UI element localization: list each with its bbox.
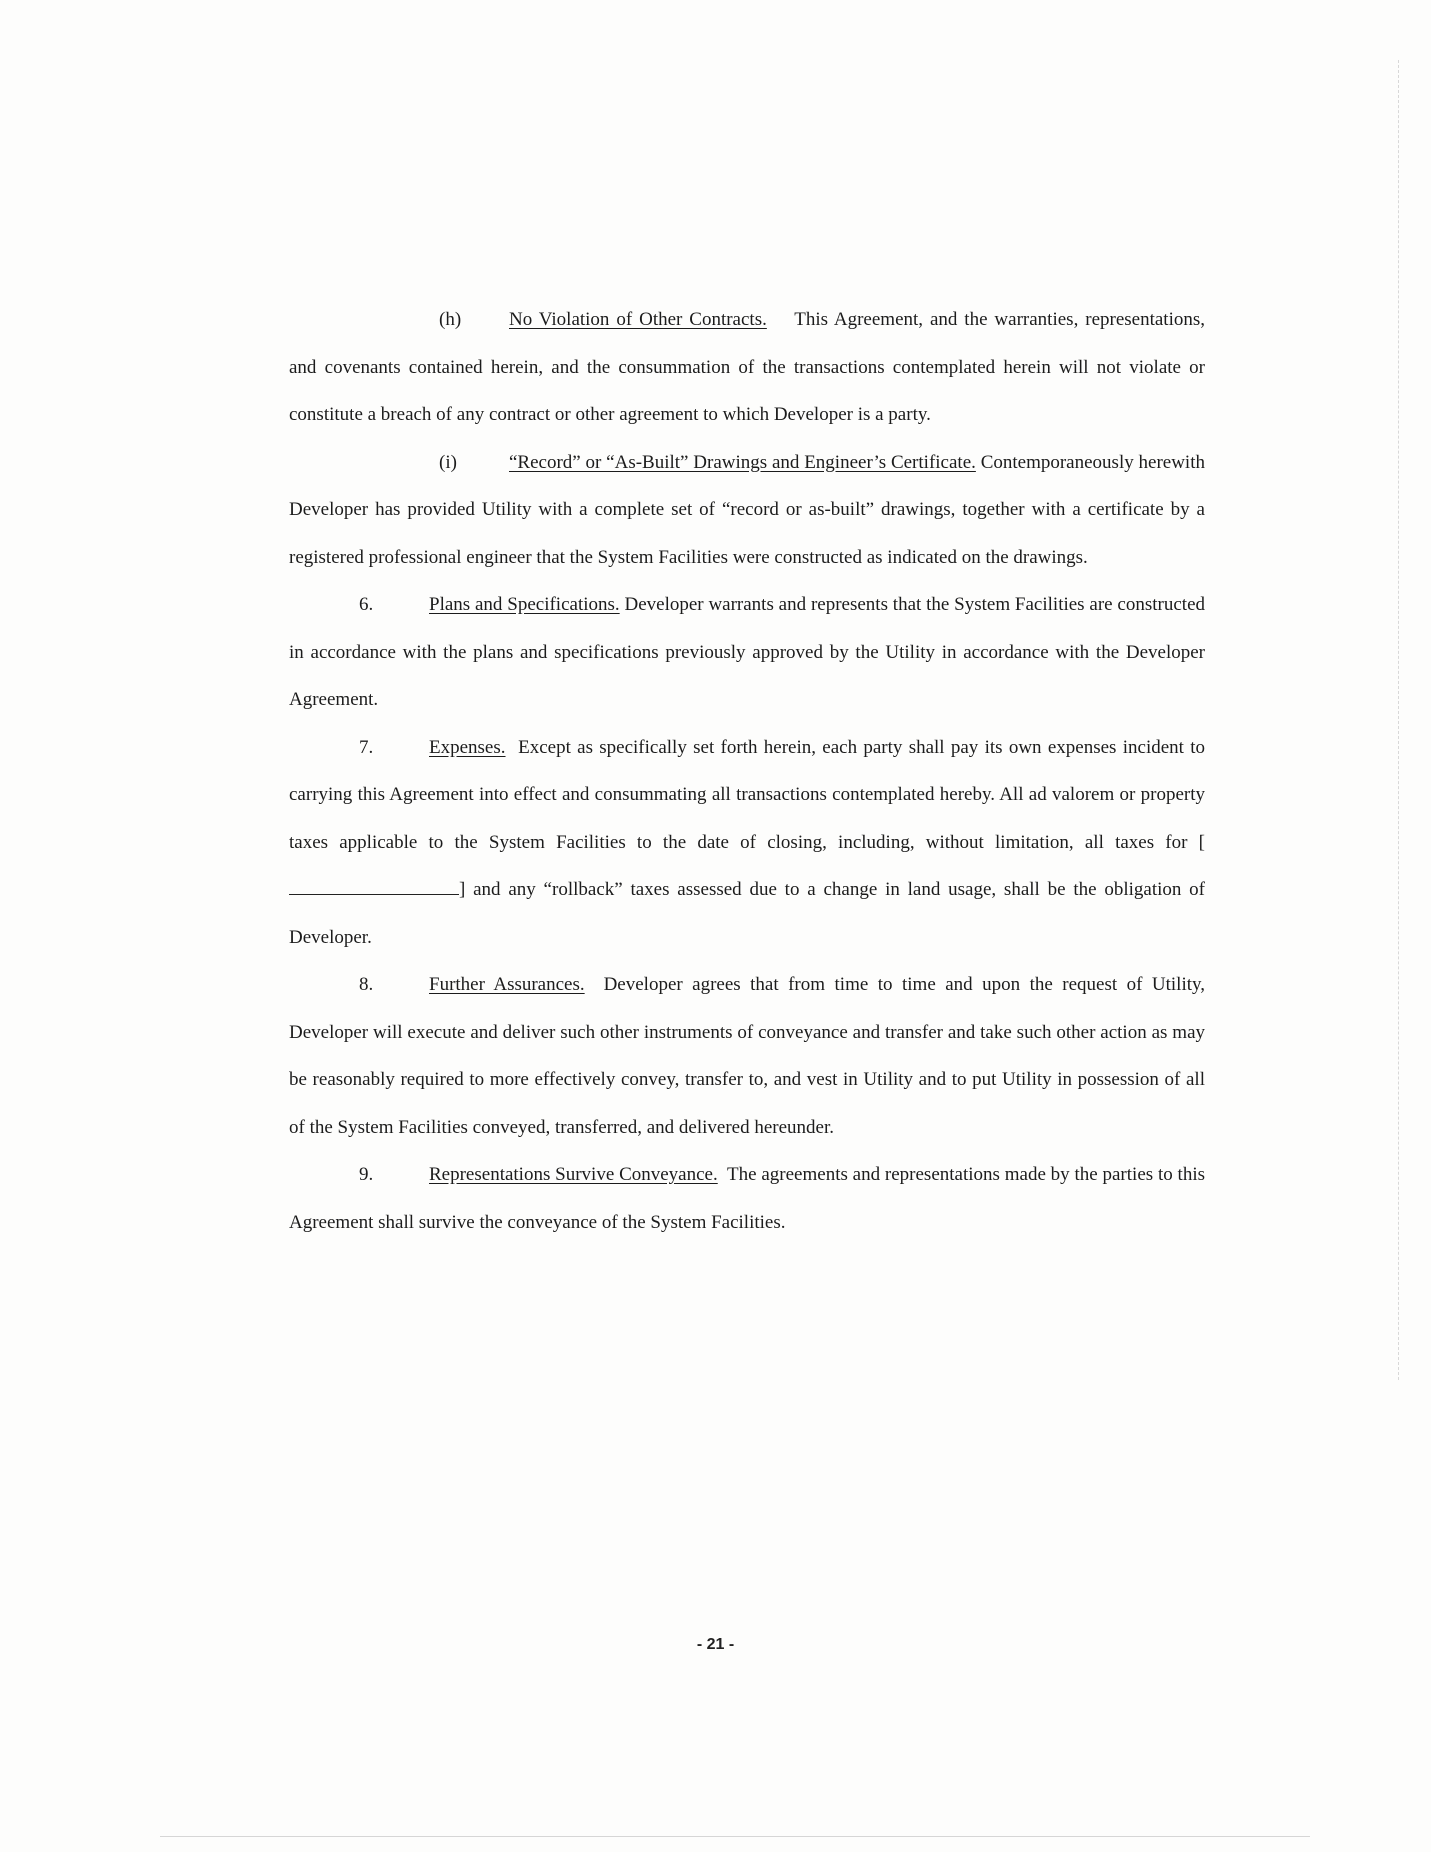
section-label: 9. — [359, 1164, 374, 1185]
document-body — [289, 296, 1205, 1246]
section-text: Except as specifically set forth herein, each party shall pay its own expenses incident to carrying this Agreement into effect and consummating all transactions contemplated hereby. All ad valorem or property taxes applicable to the System Facilities to the date of closing, including, without limitation, all taxes for [ — [289, 736, 1206, 853]
section-heading: Expenses. — [429, 736, 506, 758]
section-text: Developer warrants and represents that the System Facilities are constructed in accordance with the plans and specifications previously approved by the Utility in accordance with the Developer Agreement. — [289, 594, 1206, 710]
section-heading: Plans and Specifications. — [429, 594, 620, 615]
section-text: Contemporaneously herewith Developer has provided Utility with a complete set of “record or as-built” drawings, together with a certificate by a registered professional engineer that the System Facilities were constructed as indicated on the drawings. — [289, 451, 1205, 568]
section-text: This Agreement, and the warranties, representations, and covenants contained herein, and the consummation of the transactions contemplated herein will not violate or constitute a breach of any contract or other agreement to which Developer is a party. — [289, 309, 1205, 425]
section-i — [289, 439, 1205, 582]
blank-line — [289, 880, 459, 895]
section-9 — [289, 1151, 1205, 1246]
section-label: (i) — [439, 451, 457, 473]
section-label: (h) — [439, 309, 462, 330]
page-number: - 21 - — [696, 1636, 735, 1653]
section-heading: “Record” or “As-Built” Drawings and Engineer’s Certificate. — [509, 451, 976, 473]
section-heading: Representations Survive Conveyance. — [429, 1164, 718, 1185]
section-7 — [289, 724, 1205, 962]
section-8 — [289, 961, 1205, 1151]
section-text: The agreements and representations made by the parties to this Agreement shall survive the conveyance of the System Facilities. — [289, 1164, 1205, 1233]
section-heading: Further Assurances. — [429, 974, 585, 995]
scan-edge-bottom — [160, 1836, 1310, 1837]
section-label: 6. — [359, 594, 374, 615]
section-label: 8. — [359, 974, 374, 995]
section-heading: No Violation of Other Contracts. — [509, 309, 767, 330]
section-h — [289, 296, 1205, 439]
section-label: 7. — [359, 736, 374, 758]
scan-edge-right — [1398, 60, 1399, 1380]
section-text: Developer agrees that from time to time and upon the request of Utility, Developer will execute and deliver such other instruments of conveyance and transfer and take such other action as may be reasonably required to more effectively convey, transfer to, and vest in Utility and to put Utility in possession of all of the System Facilities conveyed, transferred, and delivered hereunder. — [289, 974, 1206, 1138]
section-6 — [289, 581, 1205, 724]
section-text-cont: ] and any “rollback” taxes assessed due to a change in land usage, shall be the obligation of Developer. — [289, 879, 1205, 948]
